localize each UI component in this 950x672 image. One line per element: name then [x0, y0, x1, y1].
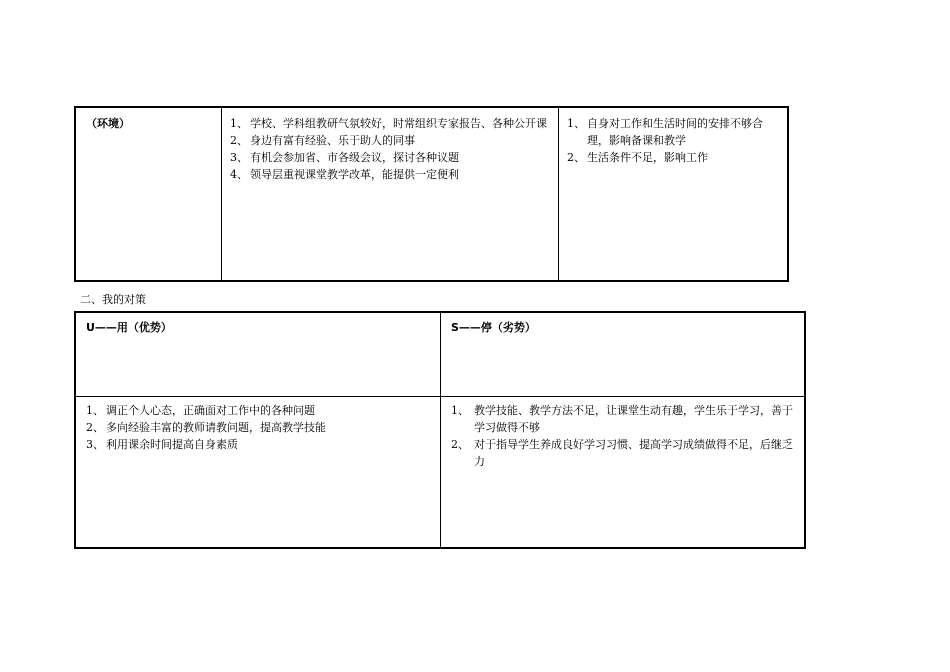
list-item: 1、 学校、学科组教研气氛较好，时常组织专家报告、各种公开课 — [230, 117, 547, 130]
list-item: 2、 对于指导学生养成良好学习习惯、提高学习成绩做得不足，后继乏力 — [451, 438, 793, 468]
list-item: 3、 利用课余时间提高自身素质 — [86, 438, 238, 451]
environment-label-cell — [75, 107, 222, 281]
list-item: 3、 有机会参加省、市各级会议，探讨各种议题 — [230, 151, 459, 164]
environment-table — [74, 106, 789, 282]
weakness-header: S——停（劣势） — [451, 321, 536, 334]
list-item: 2、 多向经验丰富的教师请教问题，提高教学技能 — [86, 421, 326, 434]
strength-header: U——用（优势） — [86, 321, 172, 334]
strategy-table — [74, 311, 806, 549]
list-item: 1、 自身对工作和生活时间的安排不够合理，影响备课和教学 — [567, 117, 763, 147]
threats-cell — [559, 107, 789, 281]
list-item: 1、 调正个人心态，正确面对工作中的各种问题 — [86, 404, 315, 417]
weakness-header-cell — [441, 312, 806, 397]
strength-header-cell — [75, 312, 441, 397]
weakness-actions-cell — [441, 397, 806, 549]
list-item: 4、 领导层重视课堂教学改革，能提供一定便利 — [230, 168, 459, 181]
environment-label: （环境） — [86, 117, 130, 130]
strength-actions-cell — [75, 397, 441, 549]
list-item: 1、 教学技能、教学方法不足，让课堂生动有趣，学生乐于学习，善于学习做得不够 — [451, 404, 793, 434]
list-item: 2、 身边有富有经验、乐于助人的同事 — [230, 134, 415, 147]
opportunities-cell — [222, 107, 559, 281]
section-heading: 二、我的对策 — [80, 293, 146, 306]
list-item: 2、 生活条件不足，影响工作 — [567, 151, 708, 164]
